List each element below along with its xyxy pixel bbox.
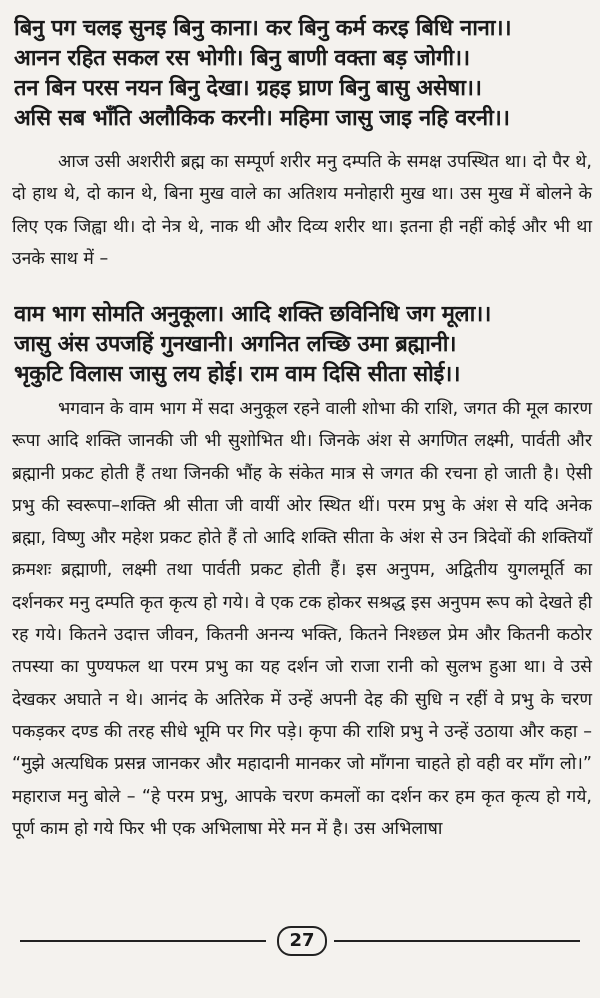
verse-line: वाम भाग सोमति अनुकूला। आदि शक्ति छविनिधि जग मूला।।: [14, 302, 492, 327]
verse-line: आनन रहित सकल रस भोगी। बिनु बाणी वक्ता बड़ जोगी।।: [14, 46, 470, 71]
footer-rule-left: [20, 940, 266, 942]
verse-line: असि सब भाँति अलौकिक करनी। महिमा जासु जाइ नहि वरनी।।: [14, 106, 510, 131]
verse-block-1: [14, 14, 592, 134]
verse-line: जासु अंस उपजहिं गुनखानी। अगनित लच्छि उमा ब्रह्मानी।: [14, 332, 457, 357]
verse-line: भृकुटि विलास जासु लय होई। राम वाम दिसि सीता सोई।।: [14, 362, 461, 387]
verse-block-2: [14, 300, 592, 390]
verse-line: तन बिन परस नयन बिनु देखा। ग्रहइ घ्राण बिनु बासु असेषा।।: [14, 76, 482, 101]
paragraph-1: [12, 146, 592, 275]
page-footer: [20, 926, 580, 956]
page-number: 27: [277, 926, 327, 956]
paragraph-text: आज उसी अशरीरी ब्रह्म का सम्पूर्ण शरीर मनु दम्पति के समक्ष उपस्थित था। दो पैर थे, दो हाथ थे, दो कान थे, बिना मुख वाले का अतिशय मनोहारी मुख था। उस मुख में बोलने के लिए एक जिह्वा थी। दो नेत्र थे, नाक थी और दिव्य शरीर था। इतना ही नहीं कोई और भी था उनके साथ में –: [12, 152, 592, 269]
paragraph-text: भगवान के वाम भाग में सदा अनुकूल रहने वाली शोभा की राशि, जगत की मूल कारण रूपा आदि शक्ति जानकी जी भी सुशोभित थी। जिनके अंश से अगणित लक्ष्मी, पार्वती और ब्रह्मानी प्रकट होती हैं तथा जिनकी भौंह के संकेत मात्र से जगत की रचना हो जाती है। ऐसी प्रभु की स्वरूपा–शक्ति श्री सीता जी वायीं ओर स्थित थीं। परम प्रभु के अंश से यदि अनेक ब्रह्मा, विष्णु और महेश प्रकट होते हैं तो आदि शक्ति सीता के अंश से उन त्रिदेवों की शक्तियाँ क्रमशः ब्रह्माणी, लक्ष्मी तथा पार्वती प्रकट होती हैं। इस अनुपम, अद्वितीय युगलमूर्ति का दर्शनकर मनु दम्पति कृत कृत्य हो गये। वे एक टक होकर सश्रद्ध इस अनुपम रूप को देखते ही रह गये। कितने उदात्त जीवन, कितनी अनन्य भक्ति, कितने निश्छल प्रेम और कितनी कठोर तपस्या का पुण्यफल था परम प्रभु का यह दर्शन जो राजा रानी को सुलभ हुआ था। वे उसे देखकर अघाते न थे। आनंद के अतिरेक में उन्हें अपनी देह की सुधि न रहीं वे प्रभु के चरण पकड़कर दण्ड की तरह सीधे भूमि पर गिर पड़े। कृपा की राशि प्रभु ने उन्हें उठाया और कहा – “मुझे अत्यधिक प्रसन्न जानकर और महादानी मानकर जो माँगना चाहते हो वही वर माँग लो।” महाराज मनु बोले – “हे परम प्रभु, आपके चरण कमलों का दर्शन कर हम कृत कृत्य हो गये, पूर्ण काम हो गये फिर भी एक अभिलाषा मेरे मन में है। उस अभिलाषा: [12, 399, 592, 839]
footer-rule-right: [334, 940, 580, 942]
paragraph-2: [12, 393, 592, 845]
verse-line: बिनु पग चलइ सुनइ बिनु काना। कर बिनु कर्म करइ बिधि नाना।।: [14, 16, 512, 41]
